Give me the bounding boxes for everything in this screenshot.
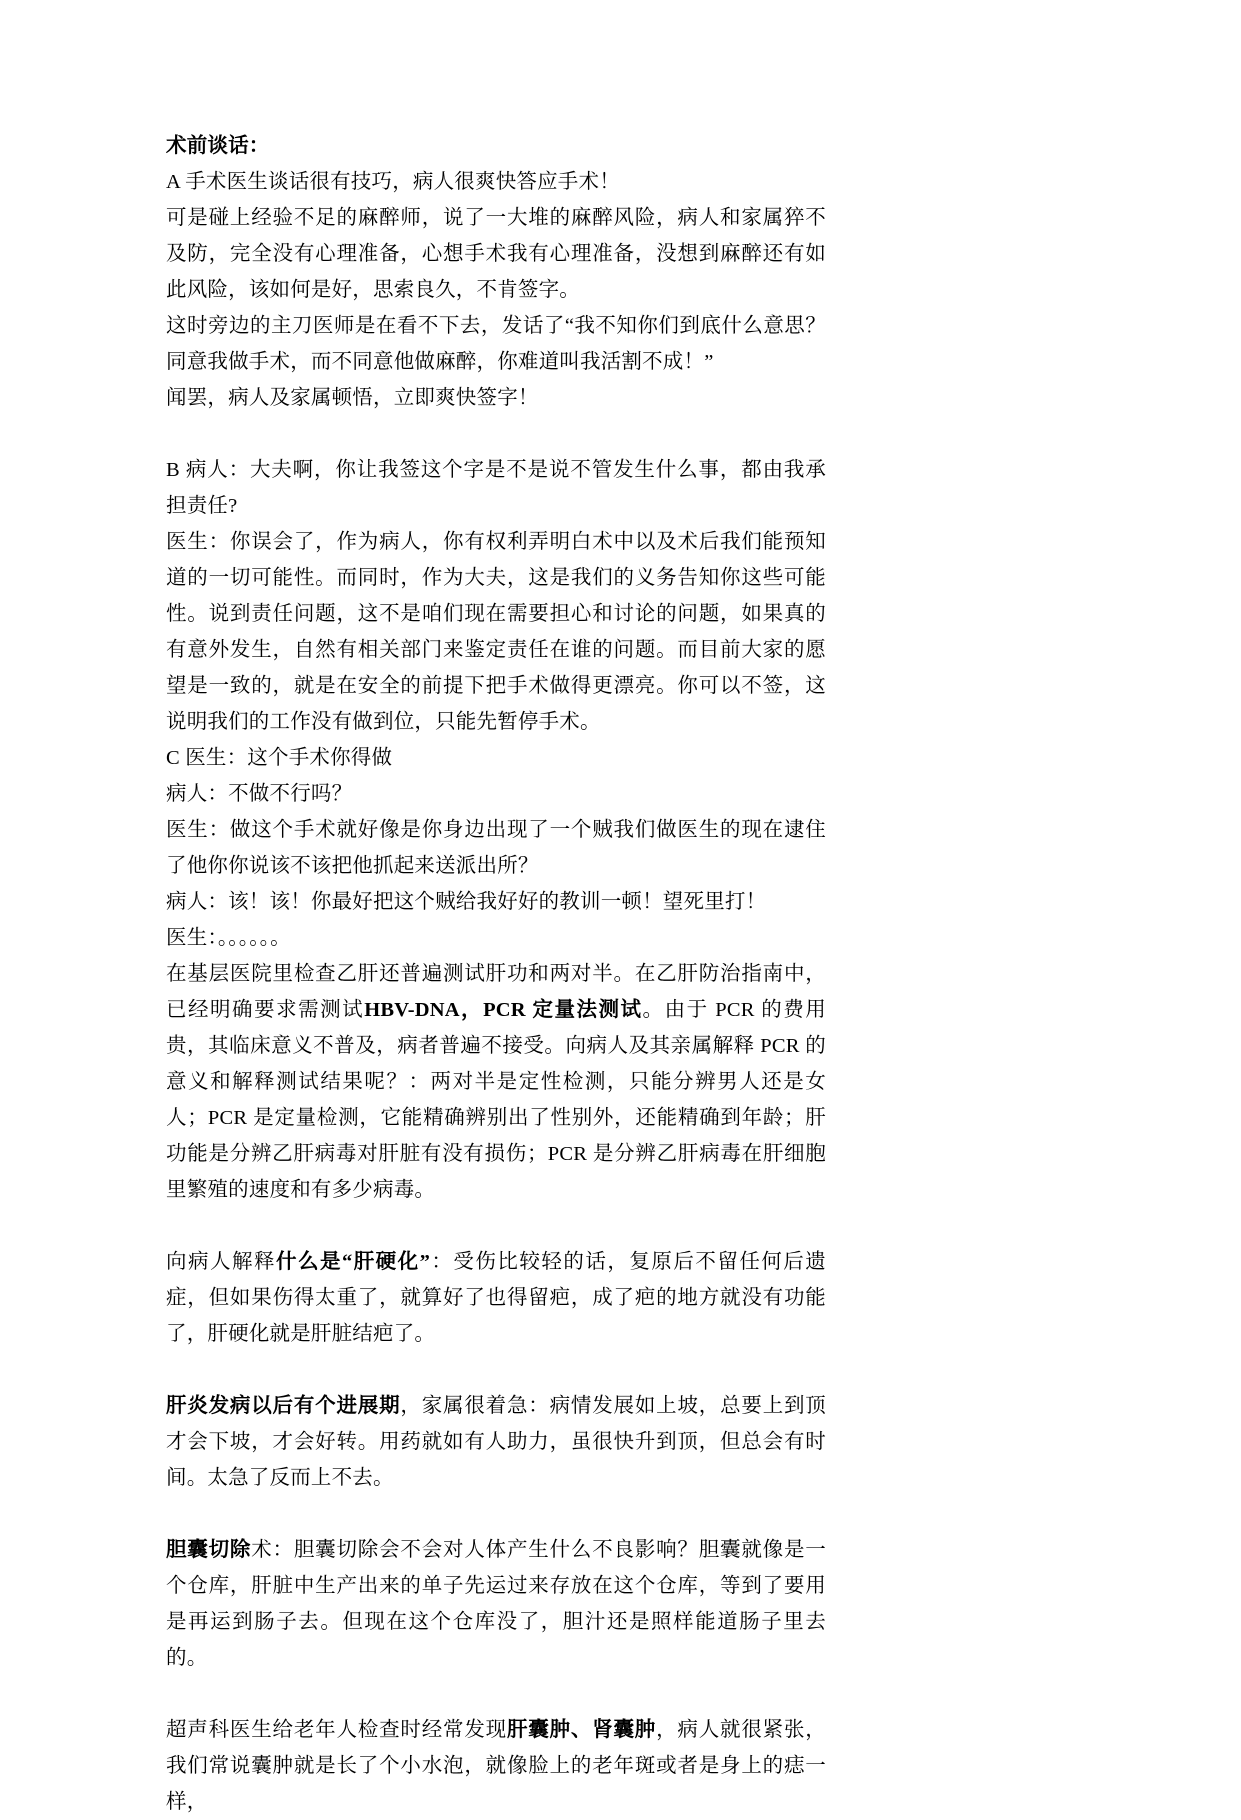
document-body <box>166 128 826 1820</box>
body-text: 术：胆囊切除会不会对人体产生什么不良影响？胆囊就像是一个仓库，肝脏中生产出来的单子先运过来存放在这个仓库，等到了要用是再运到肠子去。但现在这个仓库没了，胆汁还是照样能道肠子里去的。 <box>166 1539 826 1669</box>
emphasis-text: 肝炎发病以后有个进展期 <box>166 1395 401 1417</box>
body-text: 向病人解释 <box>166 1251 276 1273</box>
body-text: 。由于 PCR 的费用贵，其临床意义不普及，病者普遍不接受。向病人及其亲属解释 PCR 的意义和解释测试结果呢？：两对半是定性检测，只能分辨男人还是女人；PCR 是定量检测，它能精确辨别出了性别外，还能精确到年龄；肝功能是分辨乙肝病毒对肝脏有没有损伤；PCR 是分辨乙肝病毒在肝细胞里繁殖的速度和有多少病毒。 <box>166 999 826 1201</box>
section-title: 术前谈话： <box>166 135 270 157</box>
paragraph-a4: 闻罢，病人及家属顿悟，立即爽快签字！ <box>166 387 539 409</box>
paragraph-c2: 病人：不做不行吗？ <box>166 783 353 805</box>
paragraph-cirrhosis <box>166 1244 826 1352</box>
paragraph-c5: 医生：。。。。。。 <box>166 927 291 949</box>
paragraph-a3: 这时旁边的主刀医师是在看不下去，发话了“我不知你们到底什么意思？同意我做手术，而不同意他做麻醉，你难道叫我活割不成！” <box>166 315 826 373</box>
paragraph-spacer <box>166 1352 826 1388</box>
paragraph-c4: 病人：该！该！你最好把这个贼给我好好的教训一顿！望死里打！ <box>166 891 767 913</box>
body-text: ，病人就很紧张，我们常说囊肿就是长了个小水泡，就像脸上的老年斑或者是身上的痣一样， <box>166 1719 826 1813</box>
paragraph-b2: 医生：你误会了，作为病人，你有权利弄明白术中以及术后我们能预知道的一切可能性。而同时，作为大夫，这是我们的义务告知你这些可能性。说到责任问题，这不是咱们现在需要担心和讨论的问题，如果真的有意外发生，自然有相关部门来鉴定责任在谁的问题。而目前大家的愿望是一致的，就是在安全的前提下把手术做得更漂亮。你可以不签，这说明我们的工作没有做到位，只能先暂停手术。 <box>166 531 826 733</box>
paragraph-spacer <box>166 416 826 452</box>
paragraph-pcr <box>166 956 826 1208</box>
emphasis-text: 胆囊切除 <box>166 1539 252 1561</box>
emphasis-text: 肝囊肿、肾囊肿 <box>506 1719 657 1741</box>
body-text: 超声科医生给老年人检查时经常发现 <box>166 1719 507 1741</box>
paragraph-c3: 医生：做这个手术就好像是你身边出现了一个贼我们做医生的现在逮住了他你你说该不该把他抓起来送派出所？ <box>166 819 826 877</box>
body-text: ：受伤比较轻的话，复原后不留任何后遗症，但如果伤得太重了，就算好了也得留疤，成了疤的地方就没有功能了，肝硬化就是肝脏结疤了。 <box>166 1251 826 1345</box>
paragraph-spacer <box>166 1208 826 1244</box>
paragraph-gallbladder <box>166 1532 826 1676</box>
paragraph-a: A 手术医生谈话很有技巧，病人很爽快答应手术！ <box>166 171 620 193</box>
paragraph-c1: C 医生：这个手术你得做 <box>166 747 393 769</box>
emphasis-text: HBV-DNA，PCR 定量法测试 <box>364 999 643 1021</box>
emphasis-text: 什么是“肝硬化” <box>275 1251 431 1273</box>
body-text: ，家属很着急：病情发展如上坡，总要上到顶才会下坡，才会好转。用药就如有人助力，虽很快升到顶，但总会有时间。太急了反而上不去。 <box>166 1395 827 1489</box>
body-text: 在基层医院里检查乙肝还普遍测试肝功和两对半。在乙肝防治指南中，已经明确要求需测试 <box>166 963 826 1021</box>
paragraph-a2: 可是碰上经验不足的麻醉师，说了一大堆的麻醉风险，病人和家属猝不及防，完全没有心理准备，心想手术我有心理准备，没想到麻醉还有如此风险，该如何是好，思索良久，不肯签字。 <box>166 207 826 301</box>
paragraph-b1: B 病人：大夫啊，你让我签这个字是不是说不管发生什么事，都由我承担责任? <box>166 459 826 517</box>
paragraph-spacer <box>166 1676 826 1712</box>
paragraph-hepatitis <box>166 1388 826 1496</box>
paragraph-spacer <box>166 1496 826 1532</box>
paragraph-cyst <box>166 1712 826 1820</box>
